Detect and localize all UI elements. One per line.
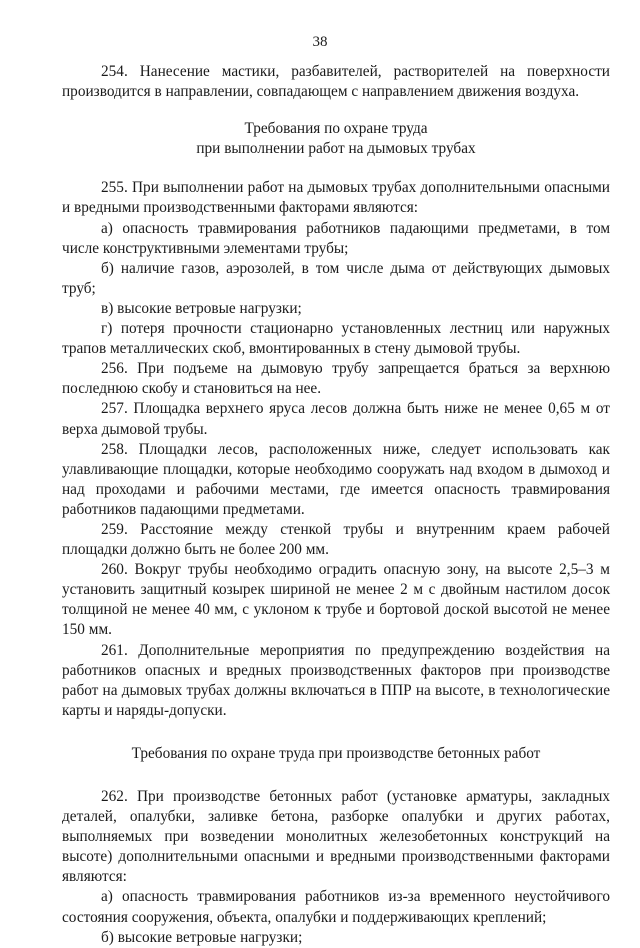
list-item-b-262: б) высокие ветровые нагрузки; [101,928,303,946]
list-item-a: а) опасность травмирования работников падающими предметами, в том числе конструктивными элементами трубы; [62,219,610,257]
paragraph-254: 254. Нанесение мастики, разбавителей, растворителей на поверхности производится в направлении, совпадающем с направлением движения воздуха. [62,63,610,101]
list-item-b: б) наличие газов, аэрозолей, в том числе дыма от действующих дымовых труб; [62,259,610,297]
section-heading-concrete-text: Требования по охране труда при производстве бетонных работ [131,744,541,762]
paragraph-257: 257. Площадка верхнего яруса лесов должна быть ниже не менее 0,65 м от верха дымовой трубы. [62,400,610,438]
page-content [62,62,610,948]
page-number: 38 [312,34,328,50]
section-heading-line-1: Требования по охране труда [244,120,428,138]
section-heading-chimney [62,119,610,159]
list-item-a-262: а) опасность травмирования работников из-за временного неустойчивого состояния сооружения, объекта, опалубки и поддерживающих креплений; [62,888,610,926]
list-item-v: в) высокие ветровые нагрузки; [101,299,302,317]
paragraph-259: 259. Расстояние между стенкой трубы и внутренним краем рабочей площадки должно быть не более 200 мм. [62,520,610,559]
section-heading-line-2: при выполнении работ на дымовых трубах [196,140,476,158]
paragraph-256: 256. При подъеме на дымовую трубу запрещается браться за верхнюю последнюю скобу и становиться на нее. [62,360,610,398]
paragraph-258: 258. Площадки лесов, расположенных ниже, следует использовать как улавливающие площадки, которые необходимо сооружать над входом в дымоход и над проходами и рабочими местами, где имеется опасность травмирования работников падающими предметами. [62,440,610,518]
section-heading-concrete [62,744,610,764]
paragraph-255: 255. При выполнении работ на дымовых трубах дополнительными опасными и вредными производственными факторами являются: [62,179,610,217]
list-item-g: г) потеря прочности стационарно установленных лестниц или наружных трапов металлических скоб, вмонтированных в стену дымовой трубы. [62,320,610,358]
paragraph-261: 261. Дополнительные мероприятия по предупреждению воздействия на работников опасных и вредных производственных факторов при производстве работ на дымовых трубах должны включаться в ППР на высоте, в технологические карты и наряды-допуски. [62,641,610,719]
paragraph-262: 262. При производстве бетонных работ (установке арматуры, закладных деталей, опалубки, заливке бетона, разборке опалубки и других работах, выполняемых при возведении монолитных железобетонных конструкций на высоте) дополнительными опасными и вредными производственными факторами являются: [62,788,610,886]
paragraph-260: 260. Вокруг трубы необходимо оградить опасную зону, на высоте 2,5–3 м установить защитный козырек шириной не менее 2 м с двойным настилом досок толщиной не менее 40 мм, с уклоном к трубе и бортовой доской высотой не менее 150 мм. [62,561,610,639]
